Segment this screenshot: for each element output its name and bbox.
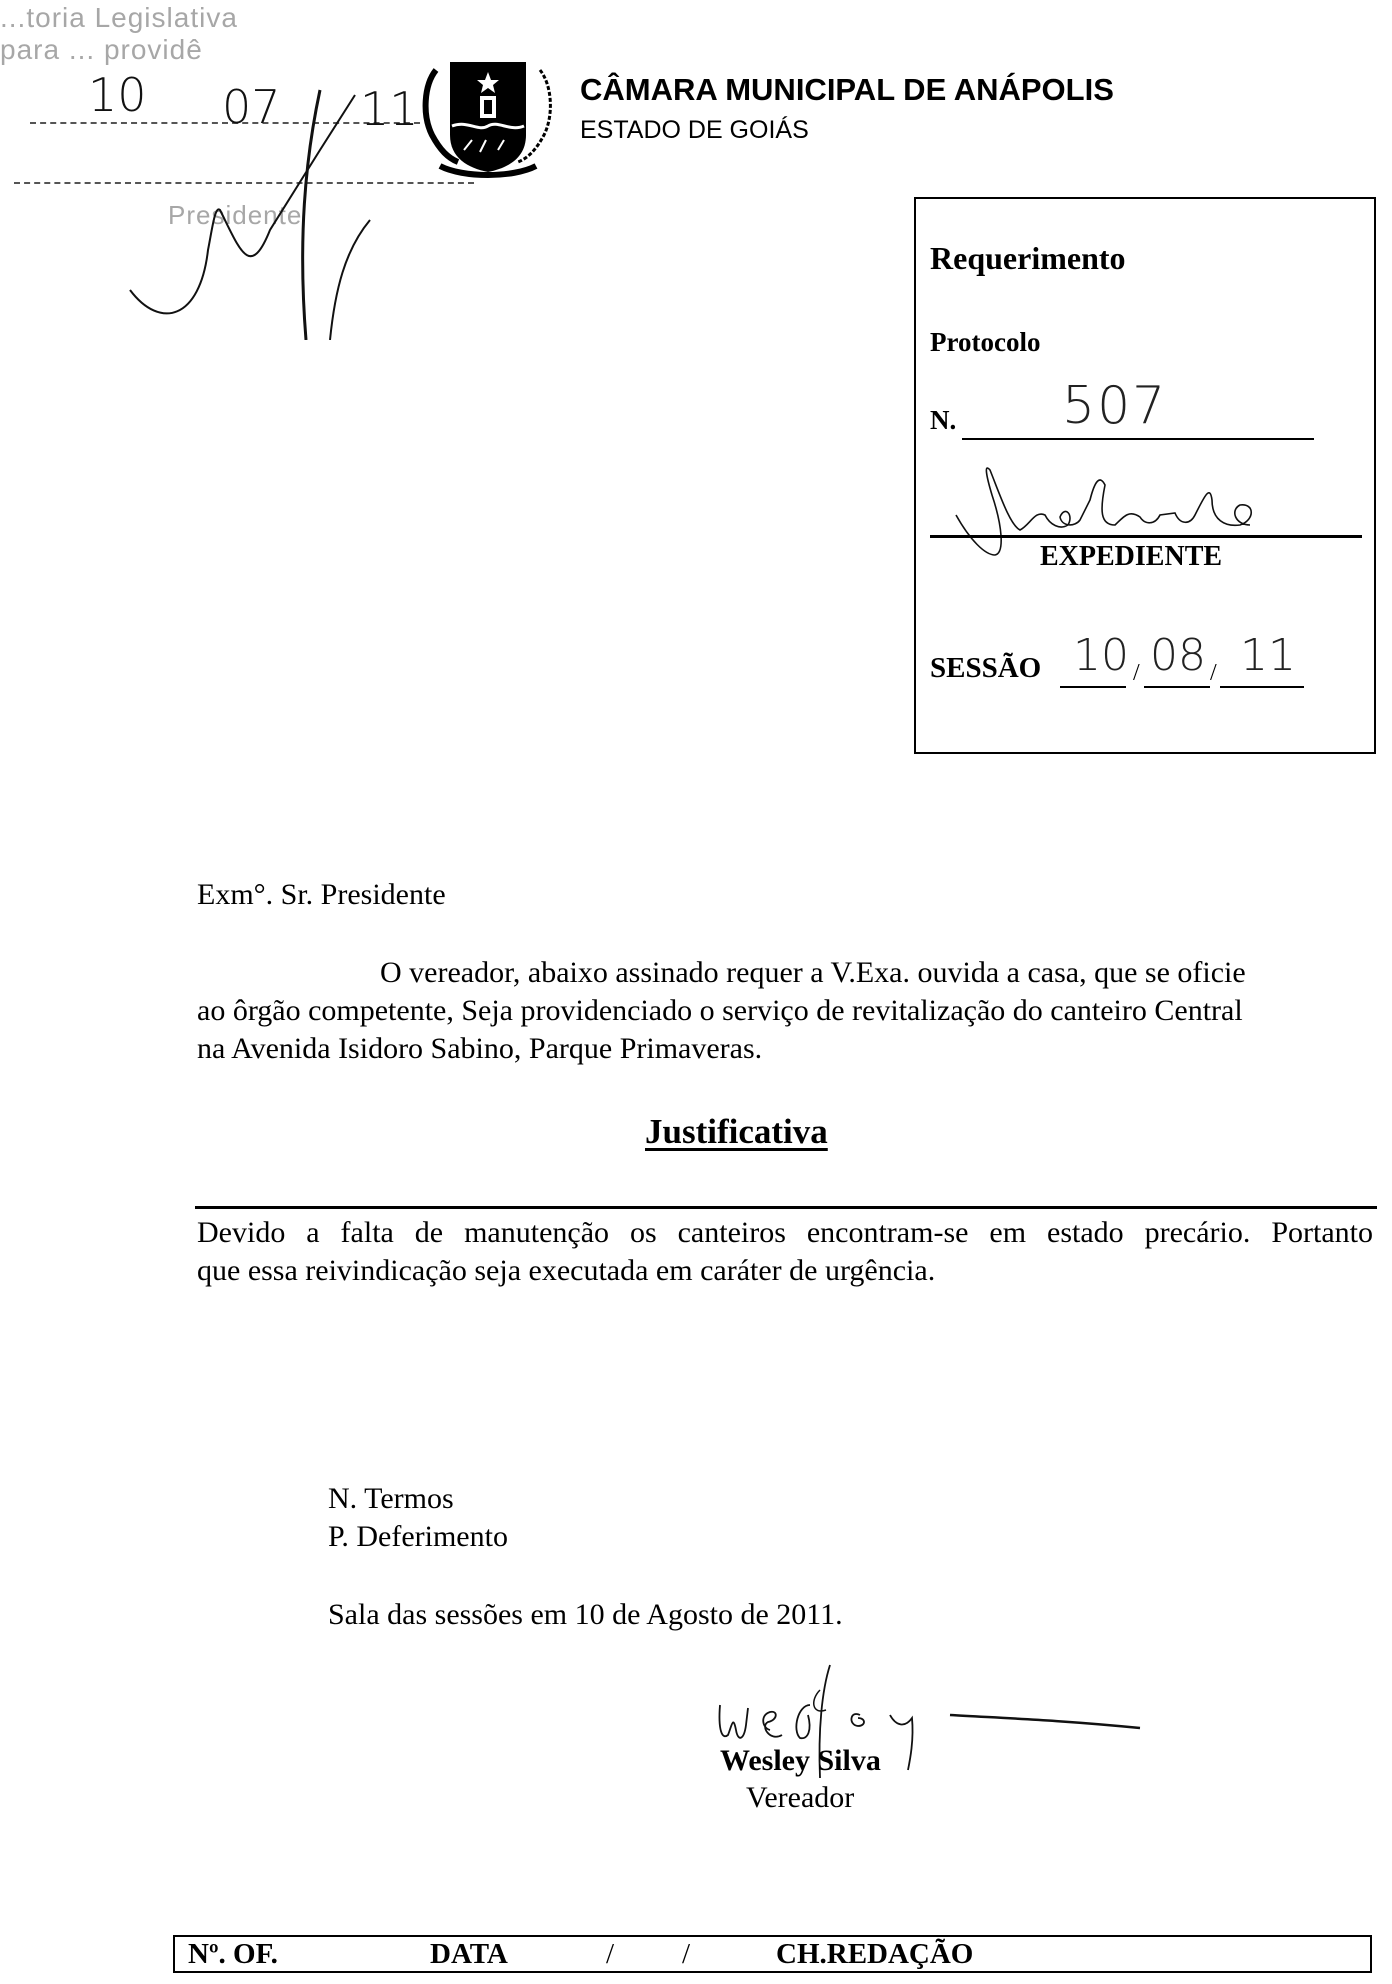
- footer-date-label: DATA: [430, 1938, 508, 1970]
- paragraph-line: ao ôrgão competente, Seja providenciado o serviço de revitalização do canteiro Central: [197, 994, 1243, 1027]
- footer-date-separator-2: /: [682, 1938, 691, 1970]
- request-paragraph: [197, 954, 1373, 1068]
- justification-rule: [195, 1206, 1377, 1209]
- footer-date-separator-1: /: [606, 1938, 615, 1970]
- redaction-label: CH.REDAÇÃO: [776, 1938, 974, 1970]
- protocol-label: Protocolo: [930, 327, 1041, 357]
- session-day: 10: [1073, 630, 1129, 681]
- stamp-month: 07: [222, 80, 281, 134]
- justification-paragraph: [197, 1214, 1373, 1290]
- session-year-line: [1220, 686, 1304, 688]
- paragraph-line: na Avenida Isidoro Sabino, Parque Primaveras.: [197, 1032, 763, 1065]
- place-and-date: Sala das sessões em 10 de Agosto de 2011.: [328, 1598, 843, 1631]
- office-number-label: Nº. OF.: [188, 1938, 278, 1970]
- justification-line: Devido a falta de manutenção os canteiros encontram-se em estado precário. Portanto: [197, 1216, 1373, 1249]
- session-year: 11: [1240, 630, 1296, 681]
- paragraph-line: O vereador, abaixo assinado requer a V.Exa. ouvida a casa, que se oficie: [380, 956, 1246, 989]
- session-separator-2: /: [1210, 660, 1217, 686]
- stamp-role: Presidente: [168, 200, 303, 230]
- protocol-number-line: [962, 438, 1314, 440]
- stamp-text-line-1: ...toria Legislativa: [0, 2, 238, 33]
- signer-name: Wesley Silva: [720, 1744, 881, 1777]
- stamp-year: 11: [360, 82, 419, 136]
- stamp-day: 10: [88, 68, 147, 122]
- closing-request: P. Deferimento: [328, 1520, 508, 1553]
- coat-of-arms-icon: [418, 40, 558, 180]
- protocol-number-value: 507: [1062, 376, 1168, 436]
- justification-line: que essa reivindicação seja executada em caráter de urgência.: [197, 1254, 936, 1287]
- institution-title: CÂMARA MUNICIPAL DE ANÁPOLIS: [580, 72, 1114, 107]
- closing-terms: N. Termos: [328, 1482, 454, 1515]
- justification-title: Justificativa: [645, 1112, 828, 1151]
- signer-role: Vereador: [746, 1781, 855, 1814]
- expediente-label: EXPEDIENTE: [1040, 541, 1223, 572]
- stamp-text-line-2: para ... providê: [0, 34, 203, 65]
- greeting: Exm°. Sr. Presidente: [197, 878, 446, 911]
- session-day-line: [1060, 686, 1126, 688]
- session-separator-1: /: [1133, 660, 1140, 686]
- session-month: 08: [1150, 630, 1206, 681]
- session-label: SESSÃO: [930, 652, 1042, 684]
- expediente-line: [930, 535, 1362, 538]
- institution-subtitle: ESTADO DE GOIÁS: [580, 116, 809, 144]
- request-title: Requerimento: [930, 240, 1126, 276]
- session-month-line: [1144, 686, 1210, 688]
- protocol-number-label: N.: [930, 405, 957, 435]
- footer-box: [173, 1935, 1372, 1973]
